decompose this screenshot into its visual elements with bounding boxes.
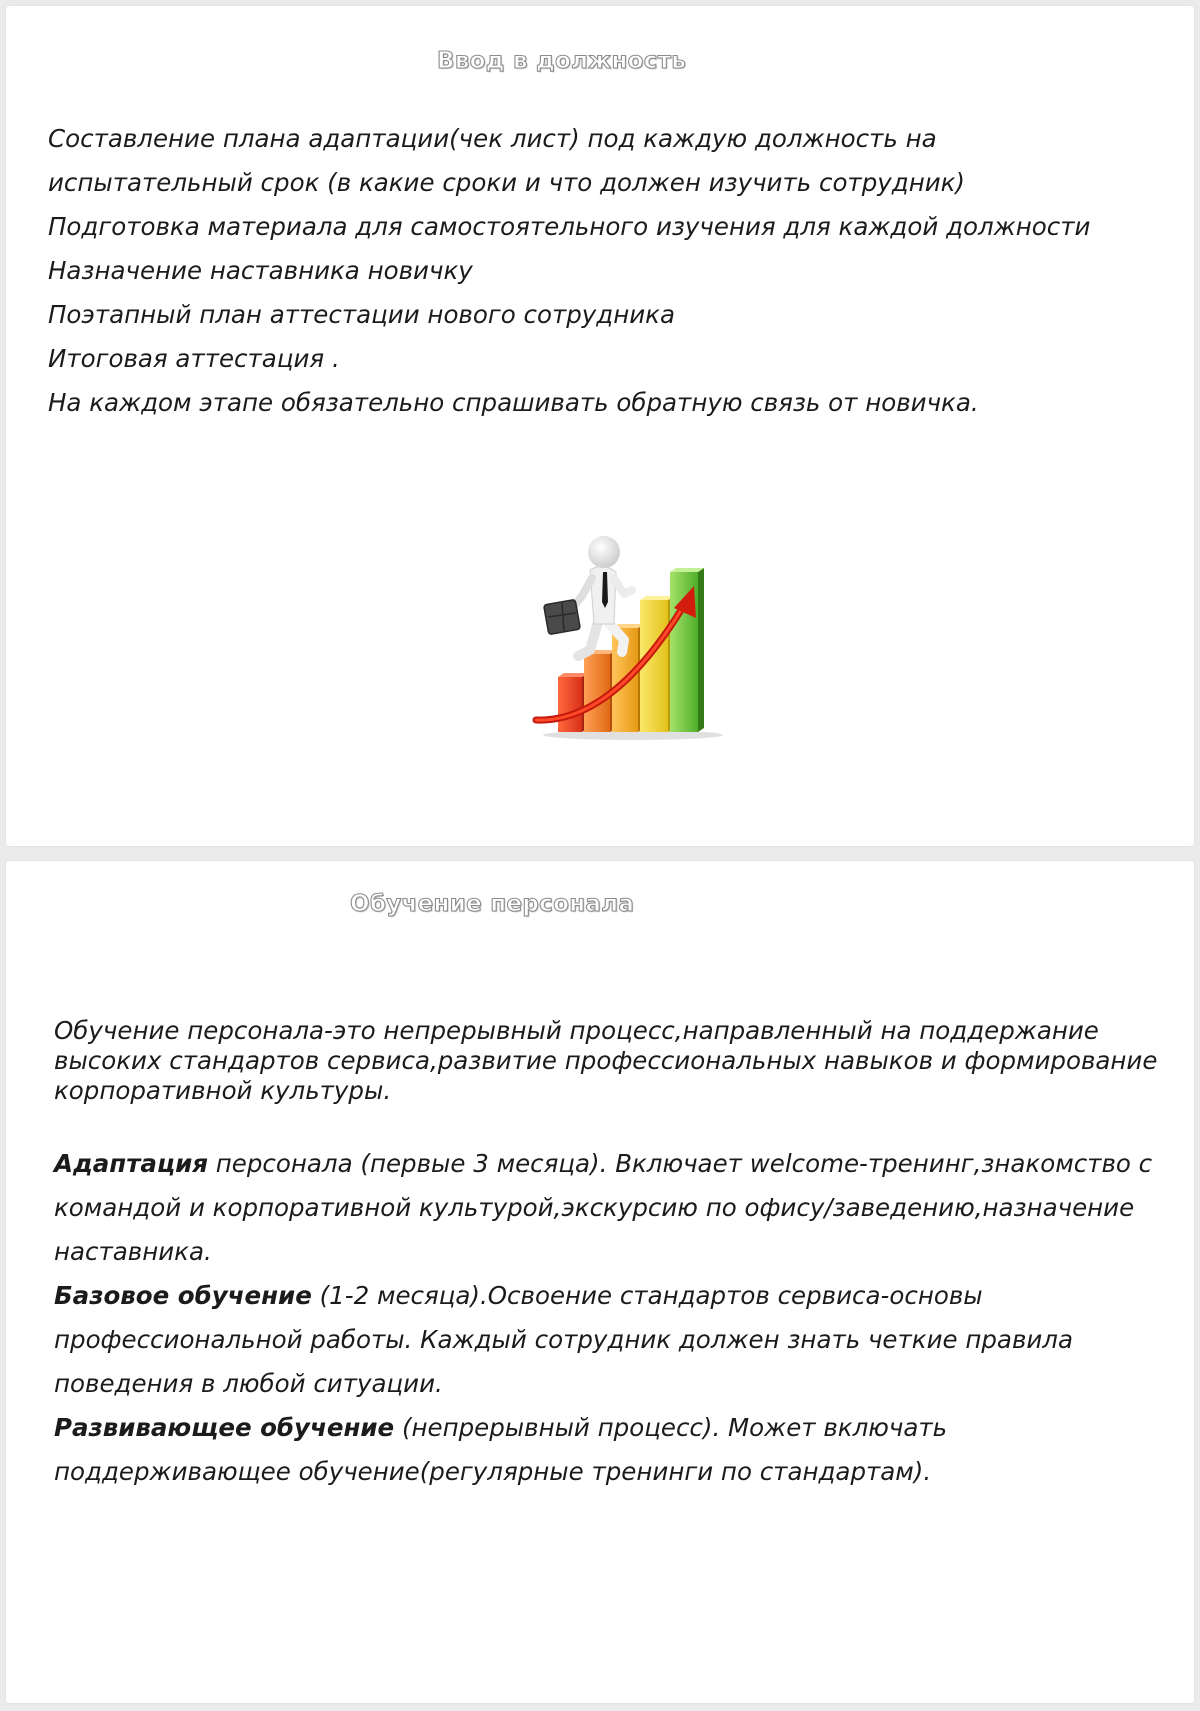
list-item-term: Адаптация [54, 1149, 208, 1178]
list-item: Назначение наставника новичку [48, 256, 473, 285]
list-item: Подготовка материала для самостоятельного изучения для каждой должности [48, 212, 1091, 241]
businessman-figure [544, 536, 632, 656]
list-item-term: Базовое обучение [54, 1281, 312, 1310]
list-item [54, 1406, 1164, 1494]
onboarding-list [48, 117, 1168, 425]
businessman-growth-chart-illustration [528, 522, 738, 742]
training-intro: Обучение персонала-это непрерывный процесс,направленный на поддержание высоких стандартов сервиса,развитие профессиональных навыков и формирование корпоративной культуры. [54, 1016, 1158, 1105]
list-item: Составление плана адаптации(чек лист) под каждую должность на [48, 124, 937, 153]
businessman-climbing-growth-chart-icon [528, 522, 738, 742]
bar-red [558, 677, 582, 732]
list-item: Итоговая аттестация . [48, 344, 340, 373]
list-item [54, 1142, 1164, 1274]
slide-title-onboarding: Ввод в должность [437, 48, 687, 74]
list-item: испытательный срок (в какие сроки и что должен изучить сотрудник) [48, 168, 965, 197]
slide-title-training: Обучение персонала [350, 891, 635, 917]
list-item: Поэтапный план аттестации нового сотрудника [48, 300, 675, 329]
training-list [54, 1142, 1164, 1494]
list-item-text: (непрерывный процесс). Может включать поддерживающее обучение(регулярные тренинги по стандартам). [54, 1413, 948, 1486]
list-item-term: Развивающее обучение [54, 1413, 395, 1442]
list-item-text: персонала (первые 3 месяца). Включает welcome-тренинг,знакомство с командой и корпоративной культурой,экскурсию по офису/заведению,назначение наставника. [54, 1149, 1153, 1266]
list-item-text: (1-2 месяца).Освоение стандартов сервиса-основы профессиональной работы. Каждый сотрудник должен знать четкие правила поведения в любой ситуации. [54, 1281, 1073, 1398]
list-item: На каждом этапе обязательно спрашивать обратную связь от новичка. [48, 388, 979, 417]
list-item [54, 1274, 1164, 1406]
